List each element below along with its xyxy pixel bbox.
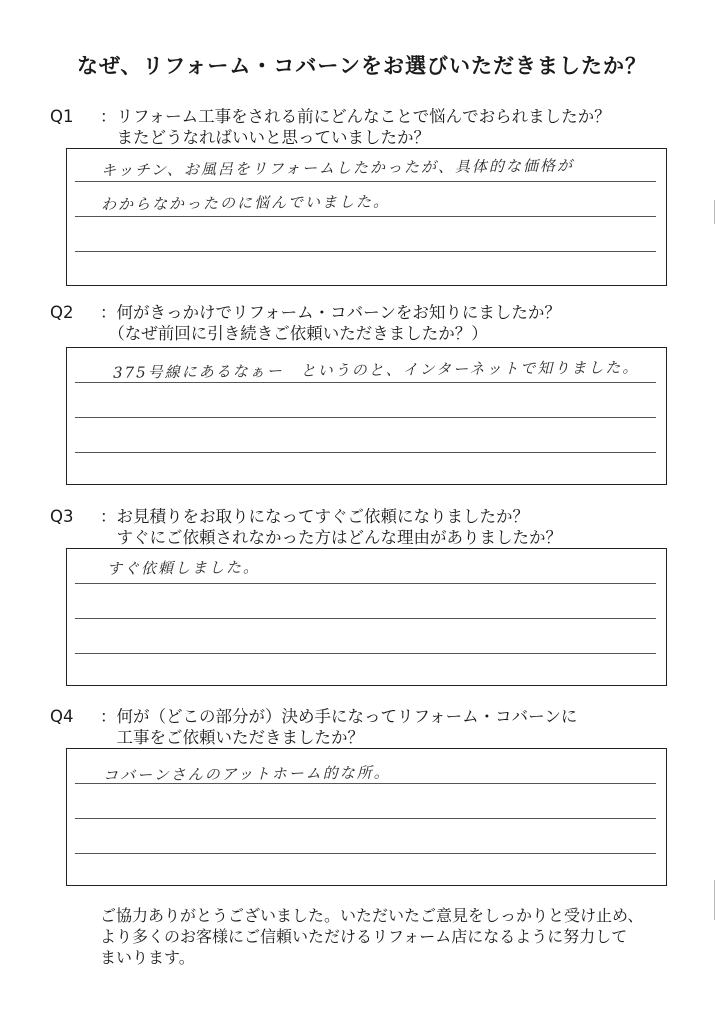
question-line: ：何が（どこの部分が）決め手になってリフォーム・コバーンに <box>100 707 578 726</box>
question-label-q2: Q2 <box>50 303 74 322</box>
handwritten-answer: コバーンさんのアットホーム的な所。 <box>102 763 391 785</box>
question-line: ：何がきっかけでリフォーム・コバーンをお知りにましたか？ <box>100 303 561 322</box>
closing-line: より多くのお客様にご信頼いただけるリフォーム店になるように努力して <box>100 927 628 946</box>
question-line: またどうなればいいと思っていましたか？ <box>100 128 430 147</box>
question-label-q4: Q4 <box>50 707 74 726</box>
ruled-line <box>75 452 656 453</box>
ruled-line <box>75 653 656 654</box>
answer-box-q2 <box>66 347 667 485</box>
ruled-line <box>75 417 656 418</box>
scan-edge-mark <box>714 880 715 920</box>
closing-line: ご協力ありがとうございました。いただいたご意見をしっかりと受け止め、 <box>100 906 644 925</box>
ruled-line <box>75 818 656 819</box>
answer-box-q4 <box>66 748 667 886</box>
closing-line: まいります。 <box>100 948 195 967</box>
question-line: 工事をご依頼いただきましたか？ <box>100 728 364 747</box>
ruled-line <box>75 618 656 619</box>
question-line: （なぜ前回に引き続きご依頼いただきましたか？） <box>100 324 488 343</box>
ruled-line <box>75 181 656 182</box>
question-text-q2 <box>100 302 561 344</box>
handwritten-answer: 375号線にあるなぁー というのと、インターネットで知りました。 <box>112 358 640 382</box>
handwritten-answer: キッチン、お風呂をリフォームしたかったが、具体的な価格が <box>100 156 575 180</box>
question-line: ：リフォーム工事をされる前にどんなことで悩んでおられましたか？ <box>100 107 611 126</box>
question-label-q1: Q1 <box>50 107 74 126</box>
question-text-q1 <box>100 106 611 148</box>
question-line: ：お見積りをお取りになってすぐご依頼になりましたか？ <box>100 507 529 526</box>
ruled-line <box>75 853 656 854</box>
ruled-line <box>75 251 656 252</box>
ruled-line <box>75 216 656 217</box>
question-text-q3 <box>100 506 562 548</box>
answer-box-q3 <box>66 548 667 686</box>
closing-message <box>100 905 643 968</box>
answer-box-q1 <box>66 148 667 286</box>
ruled-line <box>75 583 656 584</box>
question-text-q4 <box>100 706 577 748</box>
handwritten-answer: わからなかったのに悩んでいました。 <box>100 192 391 214</box>
question-label-q3: Q3 <box>50 507 74 526</box>
scan-edge-mark <box>714 200 715 224</box>
page-title: なぜ、リフォーム・コバーンをお選びいただきましたか？ <box>77 54 647 78</box>
handwritten-answer: すぐ依頼しました。 <box>106 558 261 578</box>
question-line: すぐにご依頼されなかった方はどんな理由がありましたか？ <box>100 528 562 547</box>
